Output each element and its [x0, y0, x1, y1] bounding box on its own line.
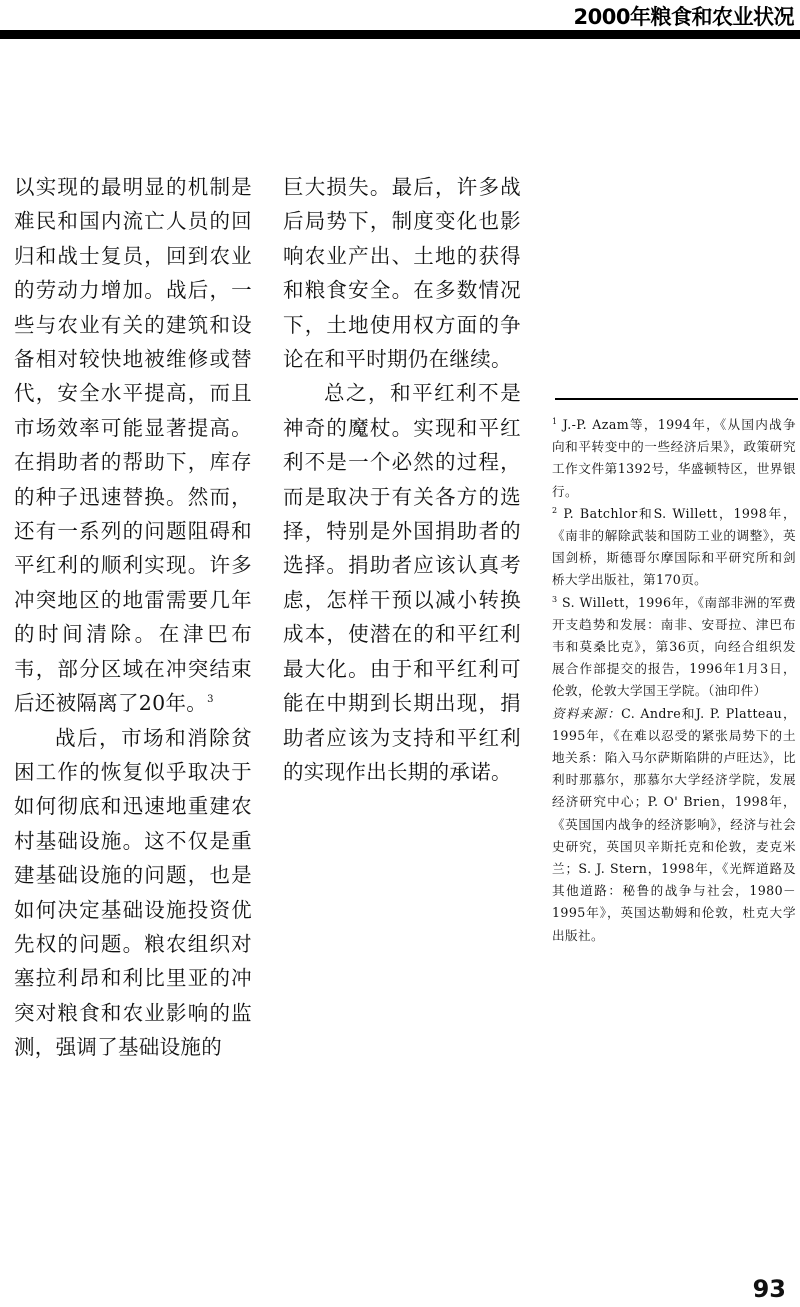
page-number: 93 [752, 1275, 786, 1303]
footnote-number: 1 [552, 416, 558, 426]
footnote [552, 414, 796, 503]
sources-note [552, 703, 796, 947]
middle-text-column [283, 170, 521, 789]
sources-text: C. Andre和J. P. Platteau，1995年，《在难以忍受的紧张局势下的土地关系：陷入马尔萨斯陷阱的卢旺达》，比利时那慕尔，那慕尔大学经济学院，发展经济研究中心；P. O' Brien，1998年，《英国国内战争的经济影响》，经济与社会史研究，英国贝辛斯托克和伦敦，麦克米兰；S. J. Stern，1998年，《光辉道路及其他道路：秘鲁的战争与社会，1980－1995年》，英国达勒姆和伦敦，杜克大学出版社。 [552, 705, 796, 943]
footnote-number: 3 [552, 594, 558, 604]
footnote-number: 2 [552, 505, 558, 515]
left-text-column [14, 170, 252, 1065]
footnote-ref: 3 [207, 694, 214, 706]
paragraph-text: 以实现的最明显的机制是难民和国内流亡人员的回归和战士复员，回到农业的劳动力增加。战后，一些与农业有关的建筑和设备相对较快地被维修或替代，安全水平提高，而且市场效率可能显著提高。在捐助者的帮助下，库存的种子迅速替换。然而，还有一系列的问题阻碍和平红利的顺利实现。许多冲突地区的地雷需要几年的时间清除。在津巴布韦，部分区域在冲突结束后还被隔离了20年。 [14, 175, 252, 716]
footnote [552, 503, 796, 592]
sources-label: 资料来源： [552, 705, 622, 721]
footnote-text: S. Willett，1996年，《南部非洲的军费开支趋势和发展：南非、安哥拉、津巴布韦和莫桑比克》，第36页，向经合组织发展合作部提交的报告，1996年1月3日，伦敦，伦敦大学国王学院。（油印件） [552, 594, 796, 699]
body-paragraph: 巨大损失。最后，许多战后局势下，制度变化也影响农业产出、土地的获得和粮食安全。在多数情况下，土地使用权方面的争论在和平时期仍在继续。 [283, 175, 521, 372]
body-paragraph [14, 170, 252, 721]
footnotes-column [552, 414, 796, 947]
running-header-title: 2000年粮食和农业状况 [573, 5, 794, 29]
footnote-rule [555, 398, 798, 400]
body-paragraph: 总之，和平红利不是神奇的魔杖。实现和平红利不是一个必然的过程，而是取决于有关各方的选择，特别是外国捐助者的选择。捐助者应该认真考虑，怎样干预以减小转换成本，使潜在的和平红利最大化。由于和平红利可能在中期到长期出现，捐助者应该为支持和平红利的实现作出长期的承诺。 [283, 381, 521, 784]
header-rule [0, 30, 800, 39]
body-paragraph: 战后，市场和消除贫困工作的恢复似乎取决于如何彻底和迅速地重建农村基础设施。这不仅是重建基础设施的问题，也是如何决定基础设施投资优先权的问题。粮农组织对塞拉利昂和利比里亚的冲突对粮食和农业影响的监测，强调了基础设施的 [14, 725, 252, 1060]
footnote-text: P. Batchlor和S. Willett，1998年，《南非的解除武装和国防工业的调整》，英国剑桥，斯德哥尔摩国际和平研究所和剑桥大学出版社，第170页。 [552, 505, 796, 588]
footnote [552, 592, 796, 703]
footnote-text: J.-P. Azam等，1994年，《从国内战争向和平转变中的一些经济后果》，政策研究工作文件第1392号，华盛顿特区，世界银行。 [552, 417, 796, 499]
